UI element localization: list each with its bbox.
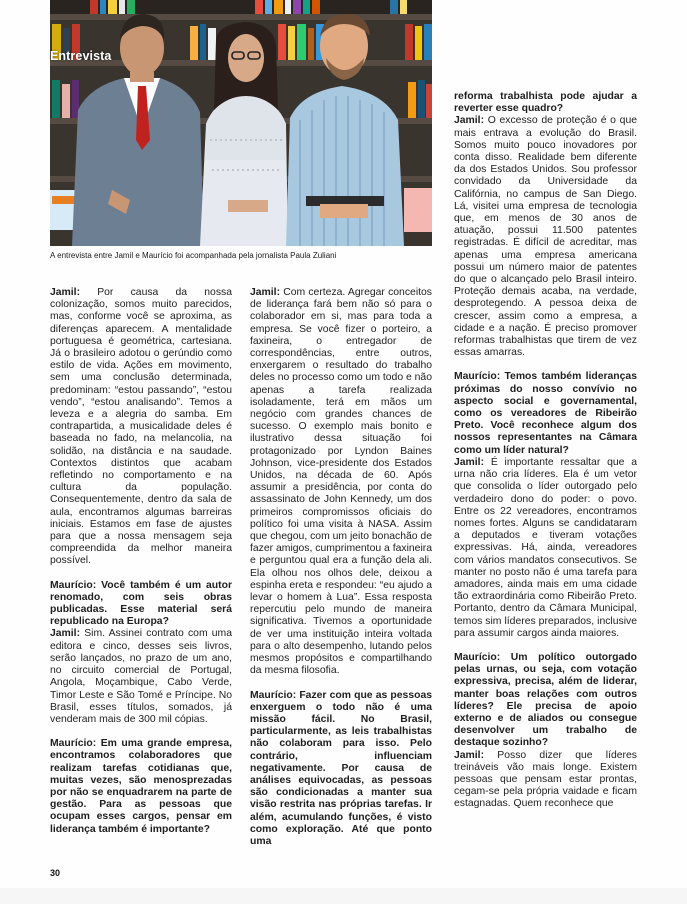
text-column-3 xyxy=(454,91,637,811)
speaker: Jamil: xyxy=(454,749,485,761)
paragraph-answer xyxy=(454,750,637,811)
paragraph-text: Posso dizer que líderes treináveis vão mais longe. Existem pessoas que pensam estar prontas, cegam-se pela própria vaidade e ficam estagnadas. Quem reconhece que xyxy=(454,749,637,810)
question-text: reforma trabalhista pode ajudar a reverter esse quadro? xyxy=(454,91,637,115)
interview-photo-illustration xyxy=(50,0,432,246)
speaker: Jamil: xyxy=(250,287,281,298)
paragraph-answer xyxy=(454,457,637,640)
paragraph-text: É importante ressaltar que a urna não cria líderes. Ela é um vetor que consolida o líder outorgado pelo verdadeiro dono do poder: o povo. Entre os 22 vereadores, encontramos nomes fortes. Alguns se candidataram a deputados e tiveram votações expressivas. Há, ainda, vereadores com vários mandatos consecutivos. Se manter no posto não é uma tarefa para amadores, ainda mais em uma cidade tão extraordinária como Ribeirão Preto. Portanto, dentro da Câmara Municipal, temos sim líderes preparados, inclusive para assumir cargos ainda maiores. xyxy=(454,456,637,639)
question-text: Você também é um autor renomado, com seis obras publicadas. Esse material será republicado na Europa? xyxy=(50,579,232,628)
speaker: Jamil: xyxy=(50,628,81,640)
paragraph-question xyxy=(454,91,637,115)
paragraph-answer xyxy=(454,115,637,359)
paragraph-answer xyxy=(50,628,232,726)
paragraph-question xyxy=(454,371,637,456)
speaker: Maurício: xyxy=(50,738,97,750)
photo-caption: A entrevista entre Jamil e Maurício foi acompanhada pela jornalista Paula Zuliani xyxy=(50,251,337,260)
speaker: Maurício: xyxy=(454,651,501,663)
paragraph-text: Por causa da nossa colonização, somos muito parecidos, mas, conforme você se aproxima, as diferenças aparecem. A mentalidade portuguesa é geométrica, cartesiana. Já o brasileiro adotou o gerúndio como estilo de vida. Ações em movimento, sem uma conclusão determinada, predominam: “estou passando”, “estou vendo”, “estou analisando”. Temos a leveza e a alegria do samba. Em contrapartida, a musicalidade deles é baseada no fado, na melancolia, na solidão, na distância e na saudade. Contextos distintos que acabam refletindo no comportamento e na cultura da população. Consequentemente, dentro da sala de aula, encontramos algumas barreiras iniciais. Estamos em fase de ajustes para que a nossa mensagem seja compreendida da melhor maneira possível. xyxy=(50,287,232,567)
speaker: Maurício: xyxy=(250,689,297,701)
question-text: Em uma grande empresa, encontramos colaboradores que realizam tarefas cotidianas que, muitas vezes, são menosprezadas por não se enquadrarem na parte de gestão. Para as pessoas que ocupam esses cargos, pensar em liderança também é importante? xyxy=(50,738,232,835)
paragraph-text: O excesso de proteção é o que mais entrava a evolução do Brasil. Somos muito pouco inovadores por conta disso. Realidade bem diferente da dos Estados Unidos. Sou professor convidado da Universidade da Califórnia, no campus de San Diego. Lá, visitei uma empresa de tecnologia que, em menos de 30 anos de atuação, possui 11.500 patentes registradas. É difícil de acreditar, mas apenas uma empresa americana possui um número maior de patentes do que o alcançado pelo Brasil inteiro. Proteção demais acaba, na verdade, desprotegendo. A pessoa deixa de crescer, assim como a empresa, a cidade e a nação. É preciso promover reformas trabalhistas que tirem de vez essas amarras. xyxy=(454,115,637,359)
text-column-1 xyxy=(50,287,232,836)
speaker: Jamil: xyxy=(50,287,81,298)
paragraph-question xyxy=(250,690,432,849)
paragraph-text: Com certeza. Agregar conceitos de liderança fará bem não só para o colaborador em si, mas para toda a empresa. Se você fizer o porteiro, a faxineira, o entregador de correspondências, entre outros, enxergarem o resultado do trabalho deles no processo como um todo e não apenas a tarefa realizada isoladamente, terá em mãos um negócio com grandes chances de sucesso. O exemplo mais bonito e ilustrativo dessa situação foi protagonizado por Lyndon Baines Johnson, vice-presidente dos Estados Unidos, na década de 60. Após assumir a presidência, por conta do assassinato de John Kennedy, um dos primeiros compromissos oficiais do político foi uma visita à NASA. Assim que chegou, com um jeito bonachão de fazer amigos, cumprimentou a faxineira e perguntou qual era a função dela ali. Ela olhou nos olhos dele, deixou a espinha ereta e respondeu: “eu ajudo a levar o homem à Lua”. Essa resposta repercutiu pelo mundo de maneira significativa. Tivemos a oportunidade de ver uma instituição inteira voltada para o alto desempenho, lutando pelos mesmos propósitos e compartilhando da mesma filosofia. xyxy=(250,287,432,677)
paragraph-text: Sim. Assinei contrato com uma editora e cinco, desses seis livros, serão lançados, no prazo de um ano, no circuito comercial de Portugal, Angola, Moçambique, Cabo Verde, Timor Leste e São Tomé e Príncipe. No Brasil, esses títulos, somados, já venderam mais de 300 mil cópias. xyxy=(50,628,232,725)
page-number: 30 xyxy=(50,868,61,878)
paragraph-question xyxy=(50,580,232,629)
section-label: Entrevista xyxy=(50,49,112,63)
speaker: Jamil: xyxy=(454,456,485,468)
paragraph-answer xyxy=(50,287,232,568)
speaker: Jamil: xyxy=(454,115,485,127)
page-footer xyxy=(0,888,687,904)
speaker: Maurício: xyxy=(454,371,501,383)
interview-photo xyxy=(50,0,432,246)
question-text: Temos também lideranças próximas do nosso convívio no aspecto social e governamental, como os vereadores de Ribeirão Preto. Você reconhece algum dos nossos representantes na Câmara como um líder natural? xyxy=(454,371,637,456)
paragraph-question xyxy=(50,738,232,836)
speaker: Maurício: xyxy=(50,579,97,591)
paragraph-answer xyxy=(250,287,432,678)
paragraph-question xyxy=(454,652,637,750)
question-text: Fazer com que as pessoas enxerguem o todo não é uma missão fácil. No Brasil, particularmente, as leis trabalhistas não colaboram para isso. Pelo contrário, influenciam negativamente. Por causa de análises equivocadas, as pessoas são condicionadas a manter sua visão restrita nas próprias tarefas. Ir além, acumulando funções, é visto como exploração. Até que ponto uma xyxy=(250,689,432,847)
question-text: Um político outorgado pelas urnas, ou seja, com votação expressiva, precisa, além de liderar, manter boas relações com outros líderes? Ele precisa de apoio externo e de aliados ou consegue desenvolver um trabalho de destaque sozinho? xyxy=(454,651,637,749)
text-column-2 xyxy=(250,287,432,848)
